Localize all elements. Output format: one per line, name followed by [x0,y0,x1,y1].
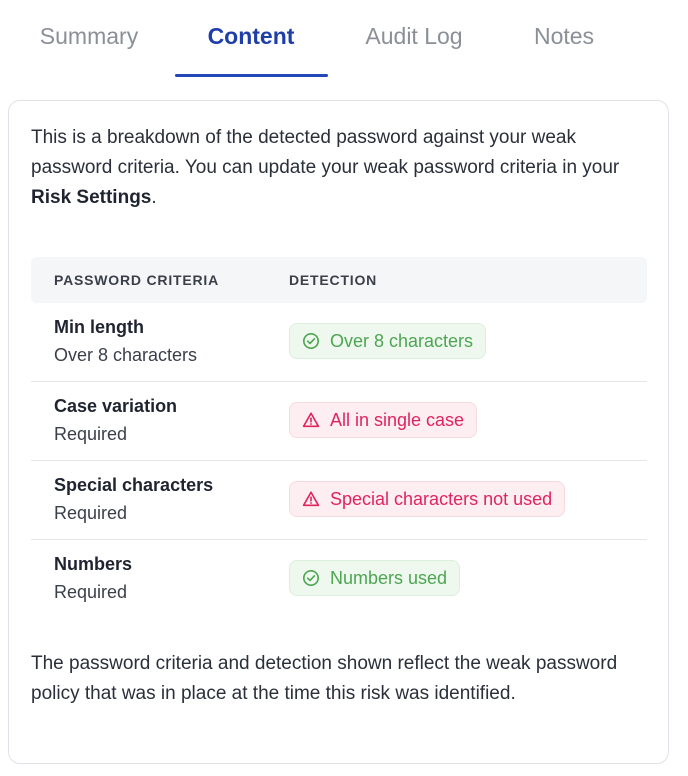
check-circle-icon [302,332,320,350]
table-row [31,461,647,540]
intro-text-before: This is a breakdown of the detected password against your weak password criteria. You can update your weak password criteria in your [31,127,620,178]
table-row [31,303,647,382]
footer-note: The password criteria and detection shown reflect the weak password policy that was in place at the time this risk was identified. [31,653,618,704]
tab-bar [0,0,688,78]
detection-badge [289,560,460,596]
criteria-value: Required [54,503,128,523]
criteria-name: Special characters [54,475,214,495]
password-criteria-table [31,257,647,619]
check-circle-icon [302,569,320,587]
criteria-value: Required [54,582,128,602]
table-row [31,382,647,461]
detection-text: Numbers used [330,567,448,588]
risk-settings-link[interactable]: Risk Settings [31,187,152,208]
header-detection: DETECTION [289,272,378,288]
detection-text: All in single case [330,409,465,430]
tab-audit-log[interactable]: Audit Log [365,23,463,49]
active-tab-indicator [175,74,328,77]
detection-badge [289,481,565,517]
content-card [8,100,669,764]
criteria-name: Case variation [54,396,178,416]
detection-text: Over 8 characters [330,330,474,351]
table-row [31,540,647,619]
tab-notes[interactable]: Notes [533,23,595,49]
intro-text [31,123,651,213]
warning-triangle-icon [302,411,320,429]
detection-text: Special characters not used [330,488,553,509]
table-header [31,257,647,303]
detection-badge [289,402,477,438]
criteria-name: Numbers [54,554,133,574]
warning-triangle-icon [302,490,320,508]
tab-content[interactable]: Content [207,23,295,49]
criteria-name: Min length [54,317,144,337]
header-password-criteria: PASSWORD CRITERIA [54,272,220,288]
detection-badge [289,323,486,359]
tab-summary[interactable]: Summary [39,23,139,49]
criteria-value: Over 8 characters [54,345,198,365]
intro-text-after: . [151,187,157,208]
criteria-value: Required [54,424,128,444]
